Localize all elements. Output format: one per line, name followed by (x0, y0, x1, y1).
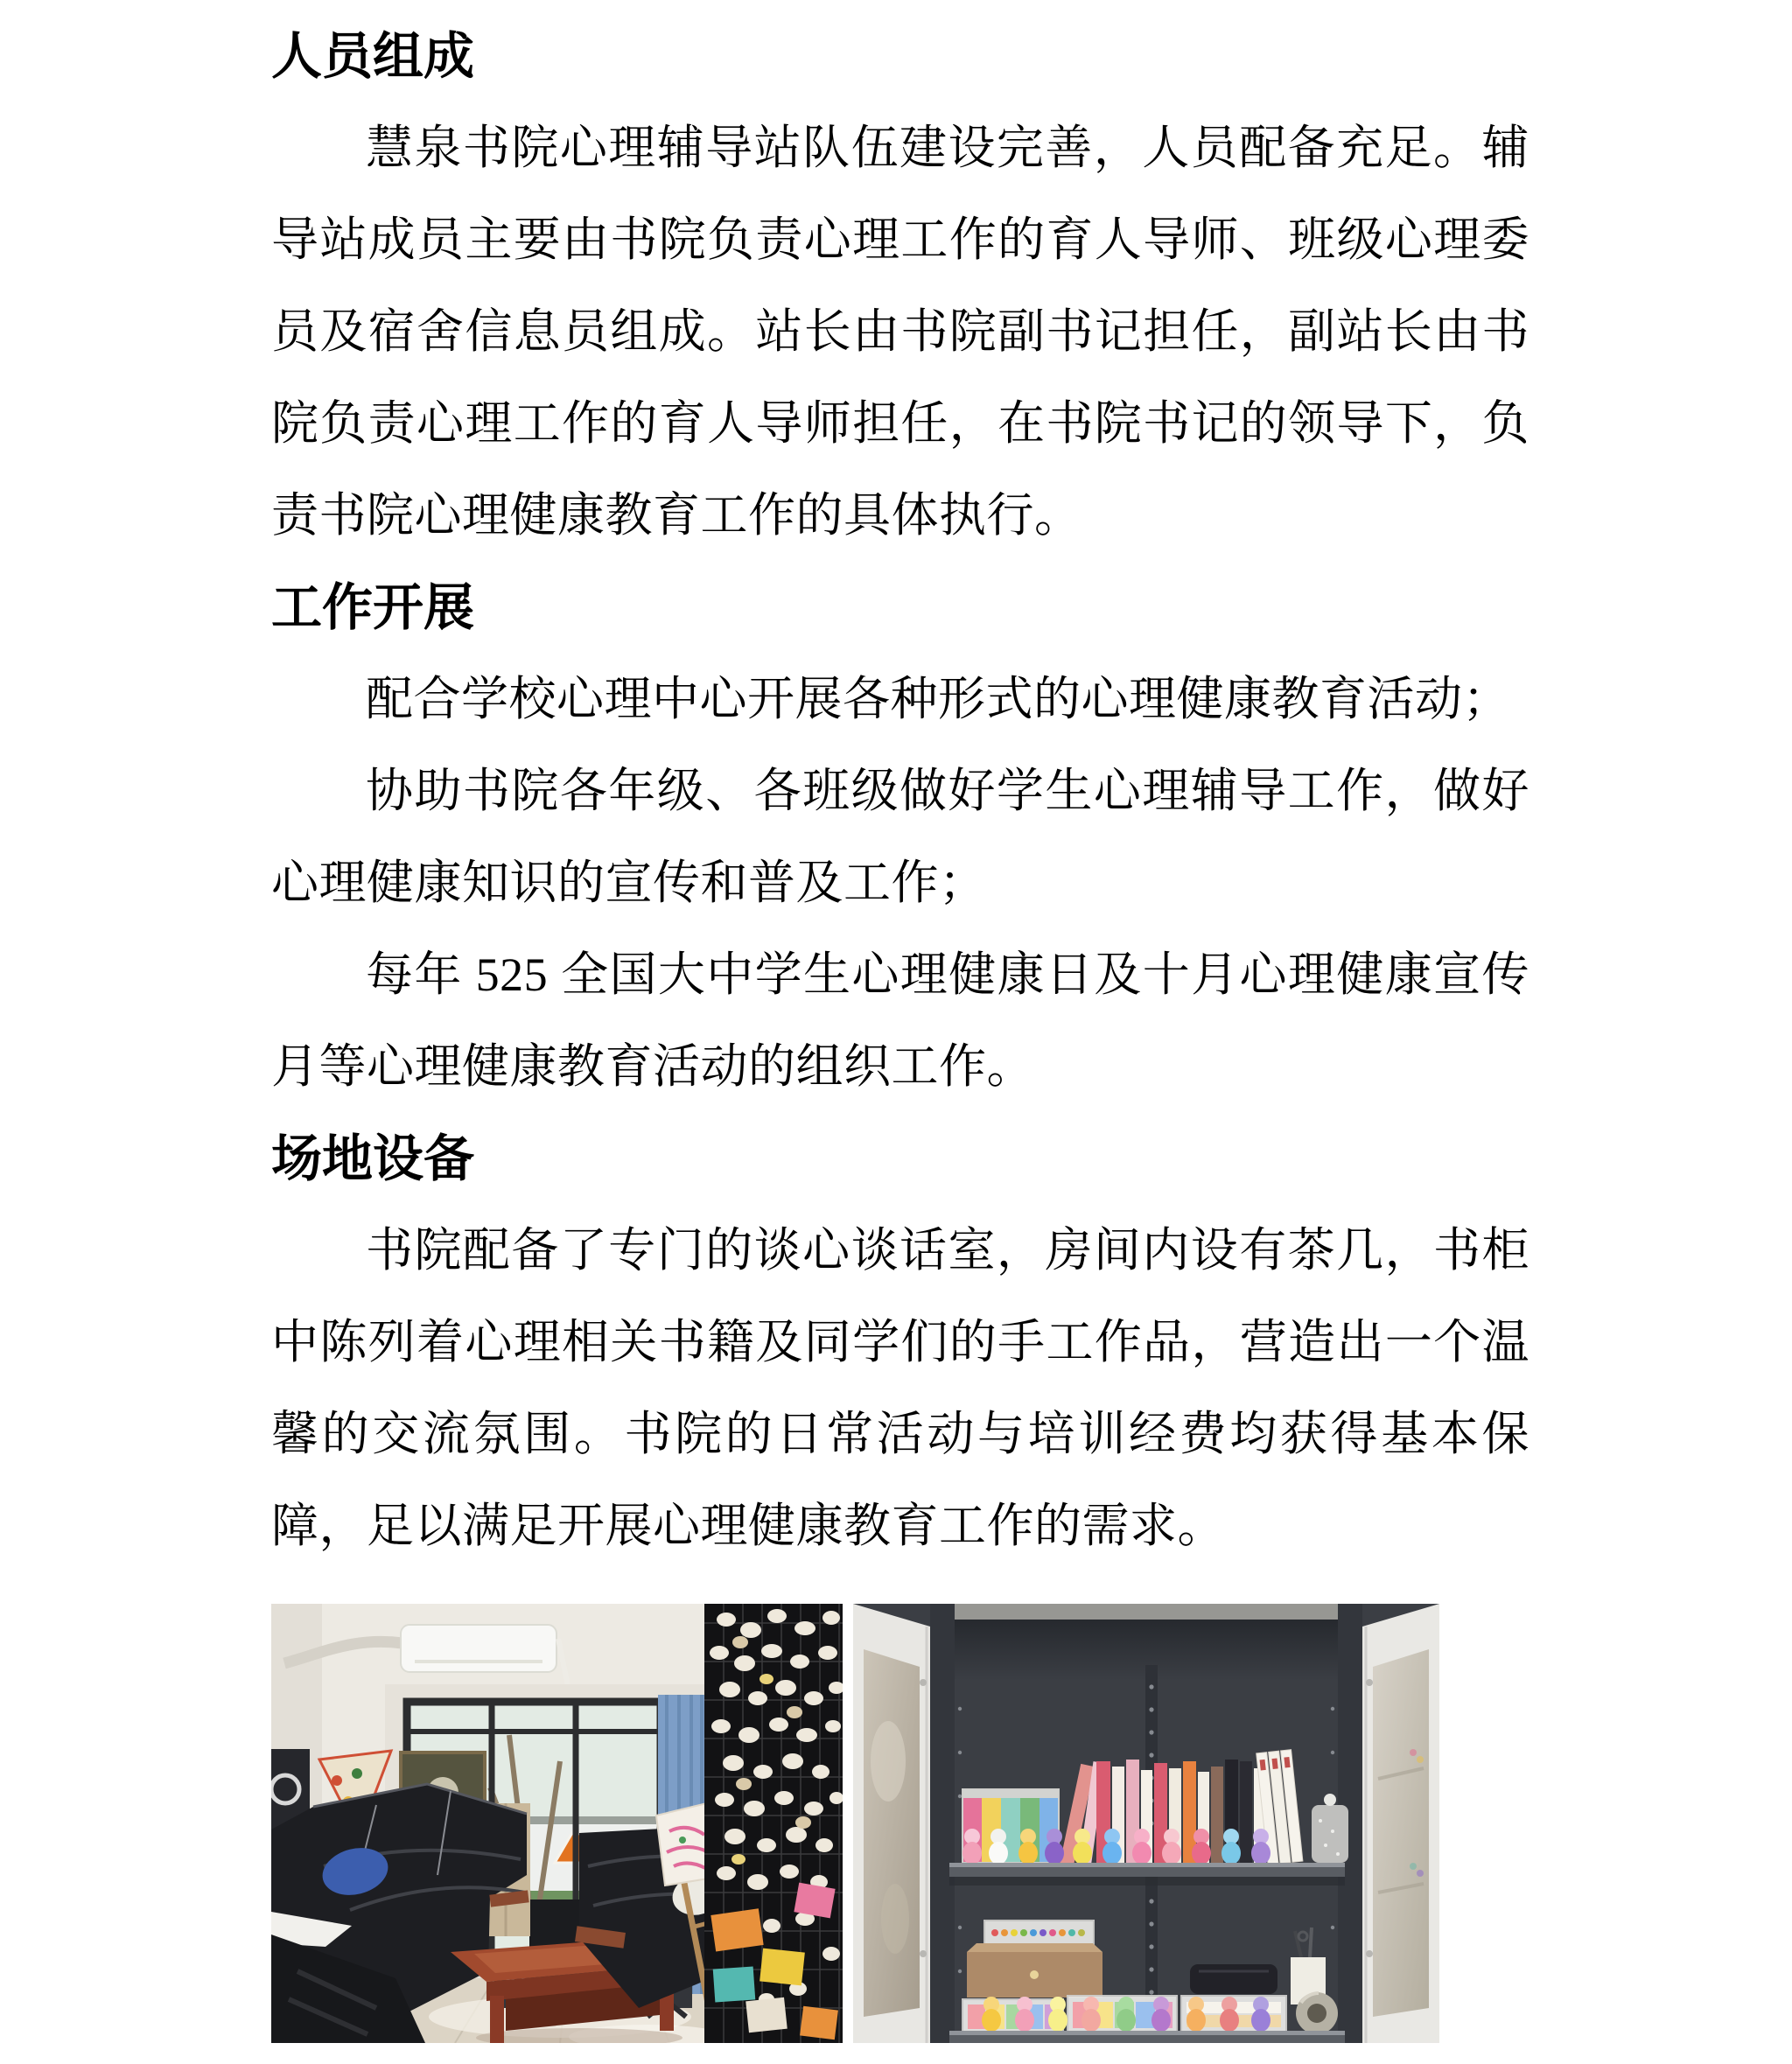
section-work (271, 562, 1530, 1113)
heading-personnel: 人员组成 (271, 28, 475, 85)
left-glass-door (853, 1604, 930, 2043)
photo-row (271, 1604, 1538, 2043)
section-personnel (271, 10, 1530, 562)
tape-roll (1296, 1992, 1338, 2034)
photo-counseling-room (271, 1604, 843, 2043)
paragraph-work-3: 每年 525 全国大中学生心理健康日及十月心理健康宣传月等心理健康教育活动的组织工作。 (271, 948, 1530, 1093)
photo-bookcase-cabinet (853, 1604, 1439, 2043)
pencil-case (1190, 1964, 1278, 1994)
paragraph-work-1: 配合学校心理中心开展各种形式的心理健康教育活动； (366, 673, 1510, 725)
wooden-box (967, 1921, 1102, 1998)
heading-work: 工作开展 (271, 579, 475, 636)
section-facilities (271, 1113, 1530, 1572)
paragraph-facilities: 书院配备了专门的谈心谈话室，房间内设有茶几，书柜中陈列着心理相关书籍及同学们的手工作品，营造出一个温馨的交流氛围。书院的日常活动与培训经费均获得基本保障，足以满足开展心理健康教育工作的需求。 (271, 1224, 1530, 1552)
paragraph-work-2: 协助书院各年级、各班级做好学生心理辅导工作，做好心理健康知识的宣传和普及工作； (271, 765, 1530, 909)
bottom-shelf-figurines (982, 1997, 1270, 2032)
heading-facilities: 场地设备 (271, 1130, 475, 1187)
paragraph-personnel: 慧泉书院心理辅导站队伍建设完善，人员配备充足。辅导站成员主要由书院负责心理工作的育人导师、班级心理委员及宿舍信息员组成。站长由书院副书记担任，副站长由书院负责心理工作的育人导师担任，在书院书记的领导下，负责书院心理健康教育工作的具体执行。 (271, 122, 1530, 542)
right-glass-door (1362, 1604, 1439, 2043)
butterfly-message-board (704, 1604, 843, 2043)
